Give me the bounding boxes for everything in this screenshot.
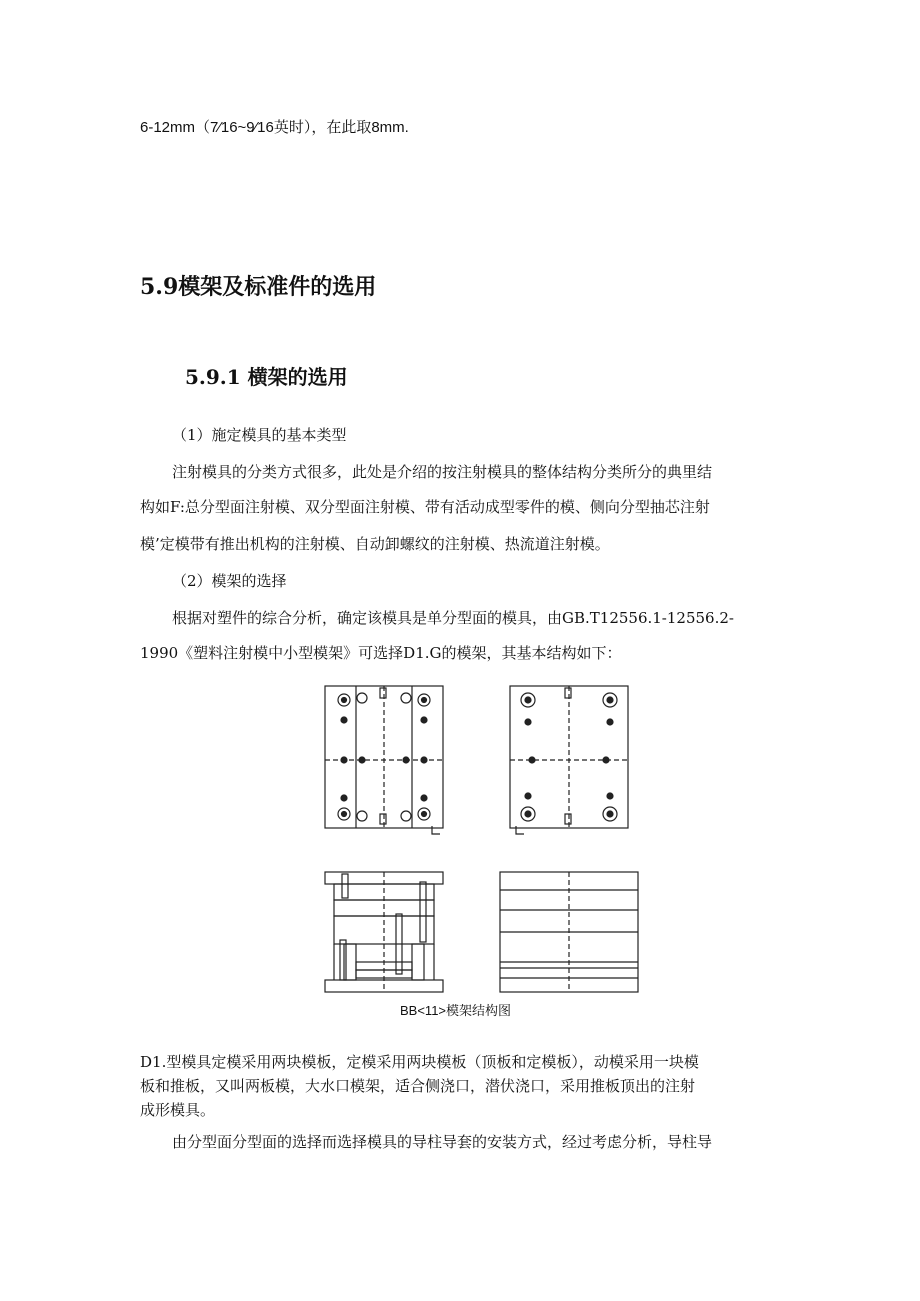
para3-line-3: 成形模具。 bbox=[140, 1101, 216, 1119]
plan-view-left bbox=[325, 686, 443, 834]
section-view-left bbox=[325, 872, 443, 992]
figure-caption: BB<11>模架结构图 bbox=[400, 1003, 512, 1018]
mold-base-figure bbox=[320, 684, 650, 999]
para1-line-2: 构如F:总分型面注射模、双分型面注射模、带有活动成型零件的模、侧向分型抽芯注射 bbox=[140, 498, 710, 516]
para3-line-2: 板和推板，又叫两板模，大水口模架，适合侧浇口，潜伏浇口，采用推板顶出的注射 bbox=[140, 1077, 696, 1095]
subsection-title: 5.9.1 横架的选用 bbox=[185, 365, 348, 389]
para2-line-2: 1990《塑料注射模中小型模架》可选择D1.G的模架，其基本结构如下： bbox=[140, 644, 622, 662]
para1-line-1: 注射模具的分类方式很多，此处是介绍的按注射模具的整体结构分类所分的典里结 bbox=[172, 463, 713, 481]
top-line: 6-12mm（7⁄16~9⁄16英时），在此取8mm. bbox=[140, 119, 409, 136]
para3-line-1: D1.型模具定模采用两块模板，定模采用两块模板（顶板和定模板），动模采用一块模 bbox=[140, 1053, 699, 1071]
item1-heading: （1）施定模具的基本类型 bbox=[172, 426, 347, 444]
item2-heading: （2）模架的选择 bbox=[172, 572, 287, 590]
section-title: 5.9模架及标准件的选用 bbox=[140, 274, 377, 300]
para1-line-3: 模’定模带有推出机构的注射模、自动卸螺纹的注射模、热流道注射模。 bbox=[140, 535, 610, 553]
plan-view-right bbox=[510, 686, 628, 834]
para2-line-1: 根据对塑件的综合分析，确定该模具是单分型面的模具，由GB.T12556.1-12556.2- bbox=[172, 609, 734, 627]
para4-line-1: 由分型面分型面的选择而选择模具的导柱导套的安装方式，经过考虑分析，导柱导 bbox=[172, 1133, 713, 1151]
side-view-right bbox=[500, 872, 638, 992]
